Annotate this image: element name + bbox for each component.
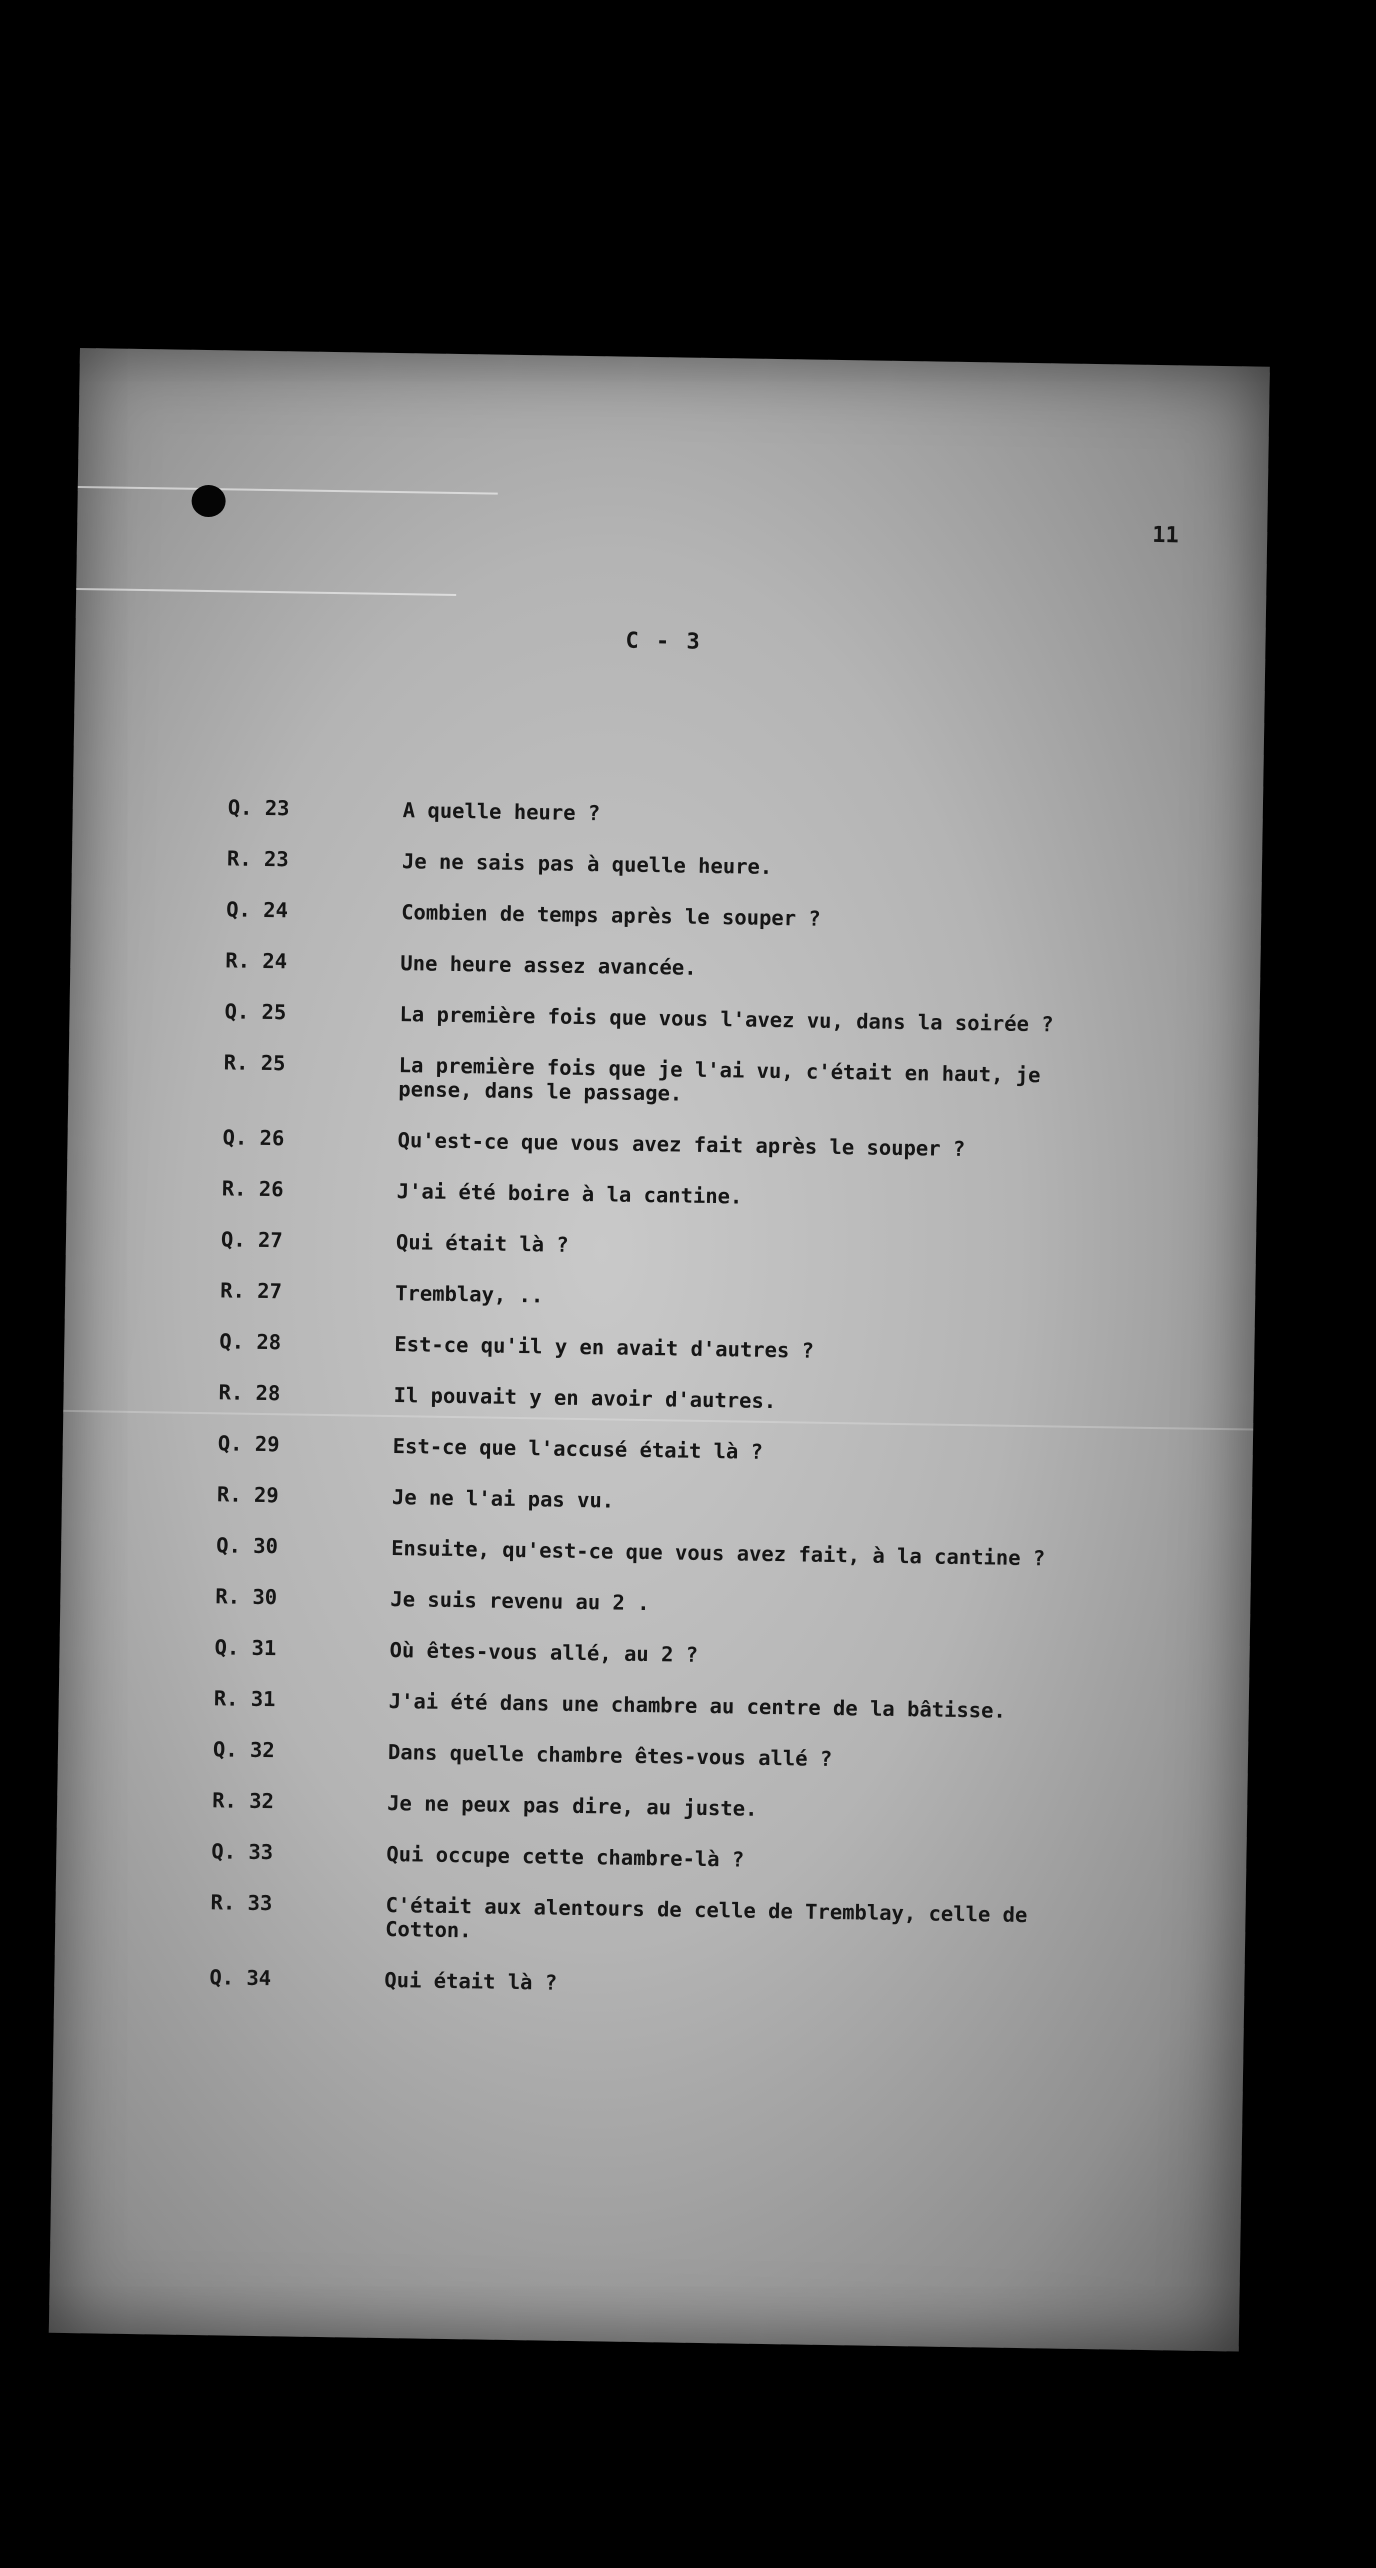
qa-label: Q. 32 [212, 1737, 275, 1763]
qa-label: R. 27 [220, 1278, 283, 1304]
qa-label: Q. 30 [216, 1533, 279, 1559]
qa-text: Ensuite, qu'est-ce que vous avez fait, à la cantine ? [391, 1536, 1046, 1571]
qa-label: R. 33 [210, 1890, 273, 1916]
qa-text: Je suis revenu au 2 . [390, 1587, 650, 1616]
qa-list [209, 795, 1128, 2030]
qa-text: Qui occupe cette chambre-là ? [386, 1841, 745, 1872]
qa-text: Qu'est-ce que vous avez fait après le souper ? [397, 1128, 966, 1162]
qa-label: R. 23 [226, 846, 289, 872]
qa-entry [227, 846, 1127, 884]
qa-entry [222, 1176, 1122, 1214]
qa-label: Q. 34 [209, 1965, 272, 1991]
qa-entry [226, 897, 1126, 935]
qa-text: La première fois que je l'ai vu, c'était en haut, je pense, dans le passage. [398, 1053, 1041, 1106]
qa-text: A quelle heure ? [402, 798, 601, 826]
qa-entry [220, 1278, 1120, 1316]
qa-entry [223, 1050, 1124, 1112]
qa-text: J'ai été dans une chambre au centre de la bâtisse. [388, 1689, 1007, 1723]
qa-text: Dans quelle chambre êtes-vous allé ? [387, 1740, 833, 1771]
qa-text: Est-ce que l'accusé était là ? [392, 1434, 764, 1464]
qa-label: Q. 31 [214, 1635, 277, 1661]
qa-entry [215, 1584, 1115, 1622]
qa-entry [216, 1533, 1116, 1571]
qa-label: R. 25 [223, 1050, 286, 1076]
qa-text: La première fois que vous l'avez vu, dans la soirée ? [399, 1002, 1054, 1037]
qa-label: R. 26 [221, 1176, 284, 1202]
page-number: 11 [1151, 522, 1179, 549]
qa-entry [209, 1965, 1109, 2003]
qa-label: Q. 25 [224, 999, 287, 1025]
qa-entry [221, 1227, 1121, 1265]
qa-entry [219, 1329, 1119, 1367]
qa-text: Il pouvait y en avoir d'autres. [393, 1383, 777, 1414]
qa-text: Est-ce qu'il y en avait d'autres ? [394, 1332, 815, 1363]
qa-entry [228, 795, 1128, 833]
qa-label: Q. 23 [227, 795, 290, 821]
qa-entry [212, 1788, 1112, 1826]
qa-text: Combien de temps après le souper ? [400, 900, 821, 931]
film-scratch [78, 486, 498, 495]
qa-entry [224, 999, 1124, 1037]
qa-entry [225, 948, 1125, 986]
qa-entry [218, 1431, 1118, 1469]
qa-entry [217, 1482, 1117, 1520]
qa-label: Q. 29 [217, 1431, 280, 1457]
film-scratch [76, 588, 456, 596]
qa-label: R. 31 [213, 1686, 276, 1712]
qa-entry [218, 1380, 1118, 1418]
qa-label: Q. 28 [219, 1329, 282, 1355]
qa-entry [214, 1635, 1114, 1673]
qa-label: Q. 24 [226, 897, 289, 923]
qa-label: R. 32 [212, 1788, 275, 1814]
qa-entry [222, 1125, 1122, 1163]
qa-text: Je ne l'ai pas vu. [391, 1485, 615, 1513]
qa-text: C'était aux alentours de celle de Tremblay, celle de Cotton. [385, 1892, 1028, 1943]
qa-entry [214, 1686, 1114, 1724]
qa-text: Une heure assez avancée. [400, 951, 697, 980]
qa-label: Q. 33 [211, 1839, 274, 1865]
qa-label: Q. 27 [220, 1227, 283, 1253]
qa-label: Q. 26 [222, 1125, 285, 1151]
qa-text: Je ne peux pas dire, au juste. [386, 1791, 758, 1821]
qa-entry [213, 1737, 1113, 1775]
qa-text: Tremblay, .. [395, 1281, 544, 1308]
qa-entry [210, 1890, 1111, 1952]
qa-text: Où êtes-vous allé, au 2 ? [389, 1638, 699, 1667]
qa-label: R. 24 [225, 948, 288, 974]
qa-text: Je ne sais pas à quelle heure. [401, 849, 773, 879]
qa-text: Qui était là ? [384, 1967, 558, 1995]
qa-text: J'ai été boire à la cantine. [396, 1179, 743, 1209]
qa-label: R. 29 [216, 1482, 279, 1508]
qa-entry [211, 1839, 1111, 1877]
qa-label: R. 30 [215, 1584, 278, 1610]
qa-label: R. 28 [218, 1380, 281, 1406]
punch-hole [191, 485, 225, 518]
section-header: C - 3 [625, 628, 702, 655]
qa-text: Qui était là ? [395, 1230, 569, 1257]
document-page [49, 348, 1270, 2351]
